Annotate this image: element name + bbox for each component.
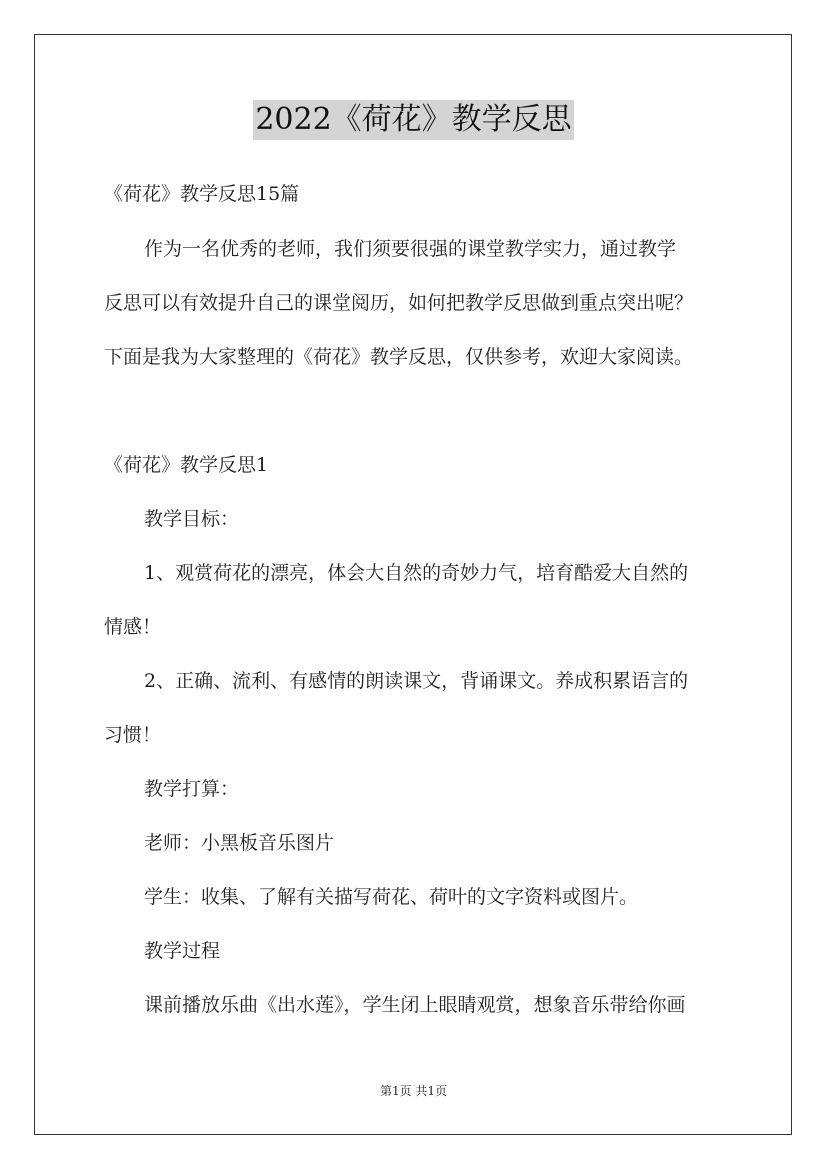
paragraph-line: 教学目标： (144, 508, 240, 530)
paragraph-line: 作为一名优秀的老师，我们须要很强的课堂教学实力，通过教学 (144, 238, 677, 260)
paragraph-line: 1、观赏荷花的漂亮，体会大自然的奇妙力气，培育酷爱大自然的 (144, 562, 689, 584)
section-heading: 《荷花》教学反思1 (104, 454, 269, 476)
document-title: 2022《荷花》教学反思 (253, 100, 573, 140)
paragraph-line: 教学打算： (144, 778, 240, 800)
paragraph-line: 2、正确、流利、有感情的朗读课文，背诵课文。养成积累语言的 (144, 670, 689, 692)
paragraph-line: 下面是我为大家整理的《荷花》教学反思，仅供参考，欢迎大家阅读。 (104, 346, 694, 368)
paragraph-line: 学生：收集、了解有关描写荷花、荷叶的文字资料或图片。 (144, 886, 639, 908)
title-wrap (0, 100, 827, 140)
subtitle-line: 《荷花》教学反思15篇 (104, 183, 300, 205)
paragraph-line: 课前播放乐曲《出水莲》，学生闭上眼睛观赏，想象音乐带给你画 (144, 994, 686, 1016)
paragraph-line: 习惯！ (104, 724, 162, 746)
paragraph-line: 教学过程 (144, 940, 221, 962)
page-footer: 第1页 共1页 (379, 1084, 448, 1098)
paragraph-line: 情感！ (104, 616, 162, 638)
paragraph-line: 反思可以有效提升自己的课堂阅历，如何把教学反思做到重点突出呢？ (104, 292, 694, 314)
paragraph-line: 老师：小黑板音乐图片 (144, 832, 335, 854)
